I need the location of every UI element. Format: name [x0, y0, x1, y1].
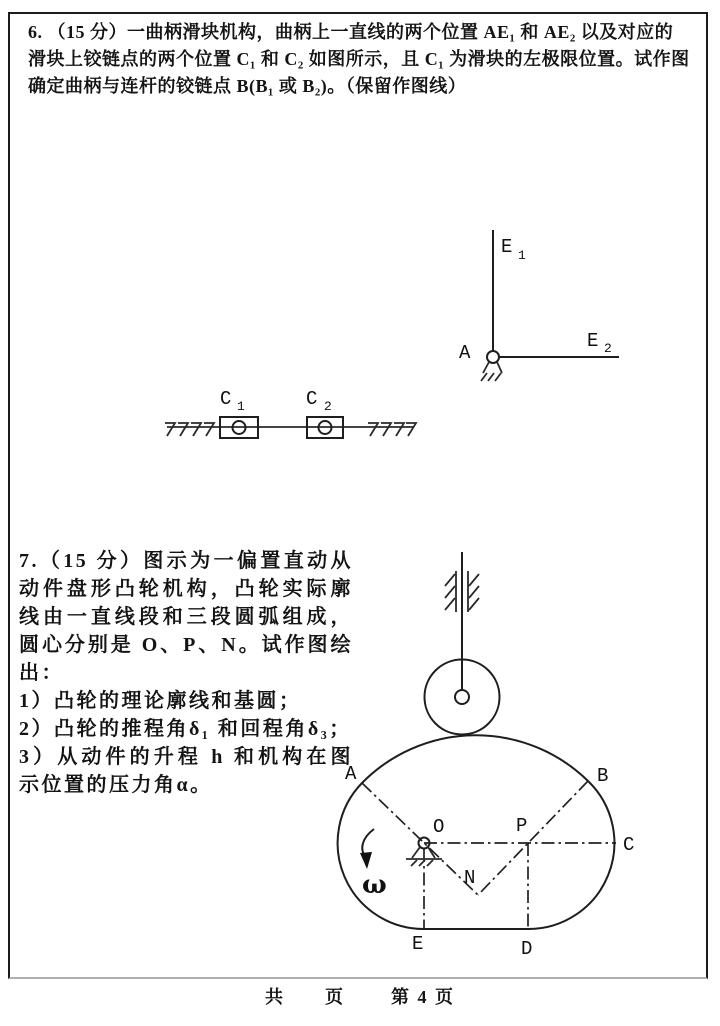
rail-ground-hatch-left [165, 423, 214, 436]
crank-figure [459, 230, 619, 381]
footer-page-number: 第 4 页 [391, 987, 455, 1007]
q7-line-1: 7.（15 分）图示为一偏置直动从 [19, 550, 353, 572]
label-C1: C [220, 388, 232, 410]
label-E1: E [501, 236, 513, 258]
q7-line-5: 出： [19, 662, 64, 684]
pivot-A-joint [487, 351, 499, 363]
q7-line-2: 动件盘形凸轮机构，凸轮实际廓 [19, 578, 353, 600]
label-E1-subscript: 1 [518, 248, 526, 263]
label-A-crank: A [459, 342, 471, 364]
q6-line-2: 滑块上铰链点的两个位置 C₁ 和 C₂ 如图所示，且 C₁ 为滑块的左极限位置。试作图 [28, 49, 690, 69]
pivot-A-ground-symbol [481, 362, 502, 381]
q6-line-1: 6. （15 分）一曲柄滑块机构，曲柄上一直线的两个位置 AE₁ 和 AE₂ 以及对应的 [28, 22, 674, 42]
page-footer [0, 983, 720, 1009]
q7-line-3: 线由一直线段和三段圆弧组成， [19, 606, 353, 628]
label-E2-subscript: 2 [604, 341, 612, 356]
q7-line-9: 示位置的压力角α。 [19, 774, 213, 796]
label-C1-subscript: 1 [237, 399, 245, 414]
footer-total-label: 共 [265, 987, 285, 1007]
slider-figure [165, 388, 416, 438]
footer-page-word: 页 [325, 987, 345, 1007]
label-N-cam: N [464, 867, 476, 889]
label-C2: C [306, 388, 318, 410]
roller-hub [455, 690, 469, 704]
rail-ground-hatch-right [368, 423, 416, 436]
label-B-cam: B [597, 765, 609, 787]
pivot-O-ground-hatch [411, 860, 433, 866]
label-C2-subscript: 2 [324, 399, 332, 414]
label-E2: E [587, 330, 599, 352]
label-P-cam: P [516, 815, 528, 837]
label-omega: ω [362, 870, 387, 900]
label-D-cam: D [521, 938, 533, 960]
q6-line-3: 确定曲柄与连杆的铰链点 B(B₁ 或 B₂)。（保留作图线） [28, 76, 467, 96]
cam-figure [338, 552, 635, 960]
label-O-cam: O [433, 816, 445, 838]
centerline-B-P-N [478, 781, 588, 895]
q7-line-4: 圆心分别是 O、P、N。试作图绘 [19, 634, 353, 656]
q7-line-7: 2）凸轮的推程角δ₁ 和回程角δ₃； [19, 718, 352, 740]
label-A-cam: A [345, 763, 357, 785]
label-C-cam: C [623, 834, 635, 856]
q7-line-8: 3）从动件的升程 h 和机构在图 [19, 746, 353, 768]
q7-line-6: 1）凸轮的理论廓线和基圆； [19, 690, 302, 712]
rotation-arrow-head [360, 852, 372, 869]
label-E-cam: E [412, 933, 424, 955]
